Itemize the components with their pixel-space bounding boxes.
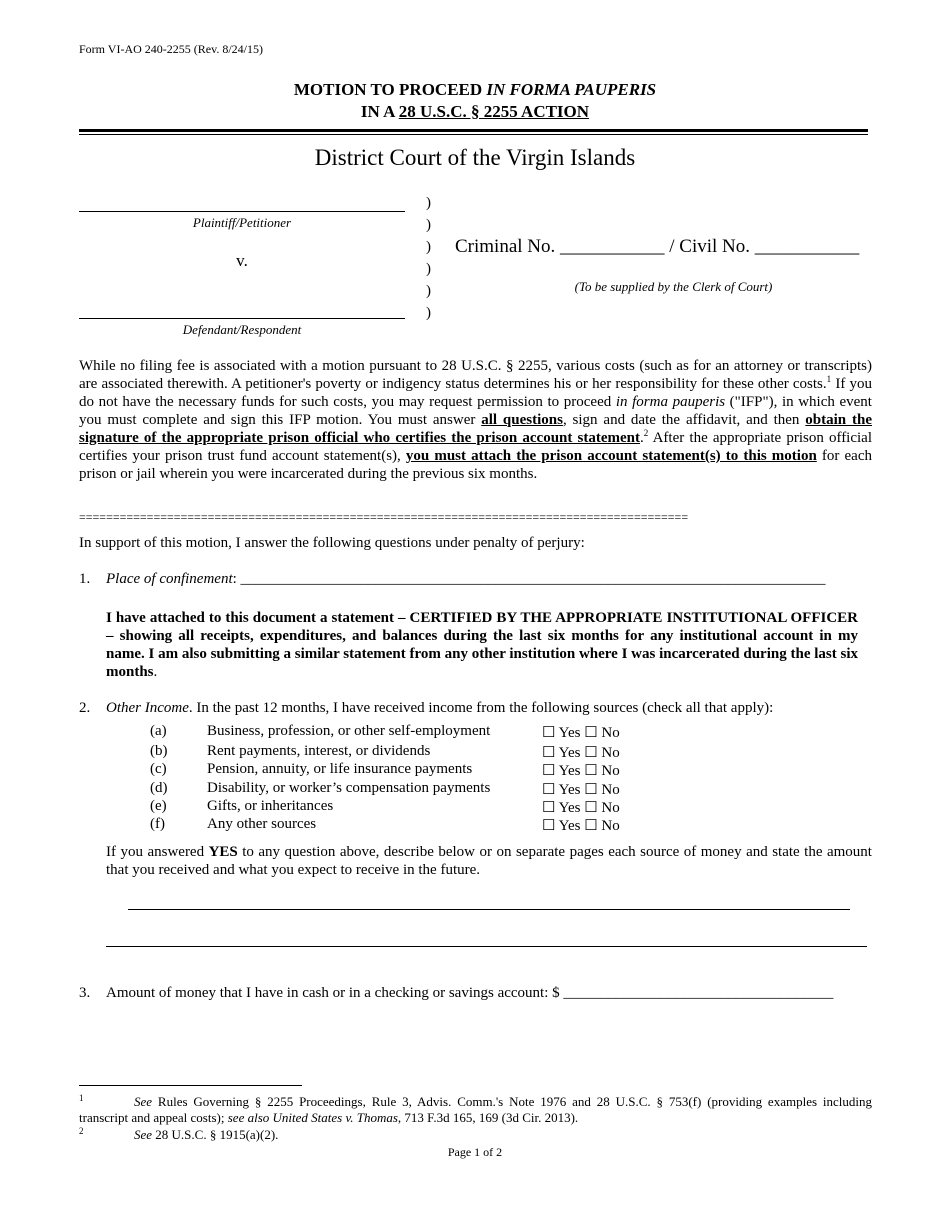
footnote-text: , 713 F.3d 165, 169 (3d Cir. 2013). — [397, 1110, 579, 1125]
income-desc: Gifts, or inheritances — [207, 798, 334, 814]
intro-text: If you do not have the necessary funds for such costs, you may request permission to proceed — [79, 376, 872, 410]
income-row — [0, 816, 950, 834]
caption-paren: ) — [426, 217, 431, 233]
footnote-rule — [79, 1085, 302, 1086]
intro-emphasis: obtain the signature of the appropriate prison official who certifies the prison account statement — [79, 412, 872, 446]
income-row — [0, 761, 950, 779]
plaintiff-line[interactable] — [79, 211, 405, 212]
caption-paren: ) — [426, 195, 431, 211]
title-text: IN A — [360, 102, 399, 121]
q1-number: 1. — [79, 571, 91, 587]
intro-paragraph — [79, 357, 872, 483]
income-desc: Pension, annuity, or life insurance payments — [207, 761, 473, 777]
income-row — [0, 723, 950, 741]
footnote-case: see also United States v. Thomas — [227, 1110, 398, 1125]
intro-text: . — [640, 430, 644, 446]
if-yes-text: to any question above, describe below or on separate pages each source of money and state the amount that you received and what you expect to receive in the future. — [106, 844, 872, 878]
income-row — [0, 743, 950, 761]
case-number-field[interactable]: Criminal No. ___________ / Civil No. ___________ — [455, 236, 860, 257]
yes-no-checkboxes[interactable]: ☐ Yes ☐ No — [542, 800, 620, 816]
yes-no-checkboxes[interactable]: ☐ Yes ☐ No — [542, 745, 620, 761]
q2-number: 2. — [79, 700, 91, 716]
title-text: MOTION TO PROCEED — [293, 80, 487, 99]
income-row — [0, 780, 950, 798]
income-letter: (b) — [150, 743, 168, 759]
section-separator: ========================================================================================== — [79, 510, 689, 524]
yes-no-checkboxes[interactable]: ☐ Yes ☐ No — [542, 725, 620, 741]
caption-paren: ) — [426, 305, 431, 321]
plaintiff-label: Plaintiff/Petitioner — [192, 215, 292, 230]
intro-text: , sign and date the affidavit, and then — [562, 412, 806, 428]
income-letter: (d) — [150, 780, 168, 796]
versus: v. — [236, 251, 248, 270]
form-id: Form VI-AO 240-2255 (Rev. 8/24/15) — [79, 42, 263, 56]
income-desc: Disability, or worker’s compensation payments — [207, 780, 491, 796]
defendant-label: Defendant/Respondent — [182, 322, 302, 337]
intro-text: After the appropriate prison official certifies your prison trust fund account statement(s), — [79, 430, 873, 464]
title-italic: IN FORMA PAUPERIS — [486, 80, 657, 99]
income-letter: (a) — [150, 723, 167, 739]
footnote-signal: See — [134, 1127, 153, 1142]
q1-field[interactable] — [106, 571, 826, 588]
income-letter: (e) — [150, 798, 167, 814]
certified-statement-end: . — [153, 664, 158, 680]
clerk-note: (To be supplied by the Clerk of Court) — [574, 279, 773, 294]
header-rule-thin — [79, 134, 868, 135]
footnote-2: 2 See 28 U.S.C. § 1915(a)(2). — [79, 1125, 279, 1142]
form-title-line1 — [0, 79, 950, 101]
q3-number: 3. — [79, 985, 91, 1001]
yes-no-checkboxes[interactable]: ☐ Yes ☐ No — [542, 782, 620, 798]
intro-emphasis: all questions — [481, 412, 563, 428]
income-row — [0, 798, 950, 816]
intro-emphasis: you must attach the prison account statement(s) to this motion — [405, 448, 817, 464]
court-name: District Court of the Virgin Islands — [314, 145, 636, 170]
intro-text: ("IFP"), in which event you must complete and sign this IFP motion. You must answer — [79, 394, 872, 428]
footnote-signal: See — [134, 1094, 153, 1109]
footnote-text: Rules Governing § 2255 Proceedings, Rule 3, Advis. Comm.'s Note 1976 and 28 U.S.C. § 753(f) (providing examples including transcript and appeal costs); — [79, 1094, 872, 1125]
income-letter: (c) — [150, 761, 167, 777]
intro-text: for each prison or jail wherein you were incarcerated during the previous six months. — [79, 448, 872, 482]
q1-label: Place of confinement — [106, 571, 233, 587]
q1-blank[interactable]: : ______________________________________________________________________________ — [232, 571, 826, 587]
caption-paren: ) — [426, 261, 431, 277]
if-yes-text: If you answered — [106, 844, 209, 860]
footnote-1: 1 See Rules Governing § 2255 Proceedings, Rule 3, Advis. Comm.'s Note 1976 and 28 U.S.C. § 753(f) (providing examples including transcript and appeal costs); see also United States v. Thomas, 713 F.3d 165, 169 (3d Cir. 2013). — [79, 1092, 872, 1125]
caption-paren: ) — [426, 239, 431, 255]
q2-prompt — [106, 700, 773, 717]
q2-text: . In the past 12 months, I have received income from the following sources (check all that apply): — [188, 700, 774, 716]
title-statute: 28 U.S.C. § 2255 ACTION — [398, 102, 590, 121]
intro-italic: in forma pauperis — [615, 394, 726, 410]
footnote-ref: 1 — [826, 374, 832, 384]
income-desc: Rent payments, interest, or dividends — [207, 743, 431, 759]
caption-paren: ) — [426, 283, 431, 299]
yes-no-checkboxes[interactable]: ☐ Yes ☐ No — [542, 818, 620, 834]
support-line: In support of this motion, I answer the following questions under penalty of perjury: — [79, 535, 585, 551]
footnote-text: 28 U.S.C. § 1915(a)(2). — [152, 1127, 279, 1142]
q2-label: Other Income — [106, 700, 189, 716]
certified-statement — [106, 609, 858, 681]
if-yes-emphasis: YES — [208, 844, 238, 860]
form-title-line2 — [0, 101, 950, 123]
header-rule-thick — [79, 129, 868, 132]
intro-text: While no filing fee is associated with a motion pursuant to 28 U.S.C. § 2255, various costs (such as for an attorney or transcripts) are associated therewith. A petitioner's poverty or indigency status determines his or her responsibility for these other costs. — [79, 358, 872, 392]
income-desc: Business, profession, or other self-employment — [207, 723, 491, 739]
income-description-line[interactable] — [128, 909, 850, 910]
income-desc: Any other sources — [207, 816, 317, 832]
footnote-ref: 2 — [643, 428, 649, 438]
defendant-line[interactable] — [79, 318, 405, 319]
cash-amount-field[interactable]: Amount of money that I have in cash or in a checking or savings account: $ ____________________________________ — [106, 985, 834, 1001]
page-number: Page 1 of 2 — [447, 1145, 503, 1159]
income-description-line[interactable] — [106, 946, 867, 947]
income-letter: (f) — [150, 816, 165, 832]
yes-no-checkboxes[interactable]: ☐ Yes ☐ No — [542, 763, 620, 779]
certified-statement-text: I have attached to this document a statement – CERTIFIED BY THE APPROPRIATE INSTITUTIONAL OFFICER – showing all receipts, expenditures, and balances during the last six months for any institutional account in my name. I am also submitting a similar statement from any other institution where I was incarcerated during the last six months — [106, 610, 858, 680]
if-yes-instructions — [106, 843, 872, 879]
